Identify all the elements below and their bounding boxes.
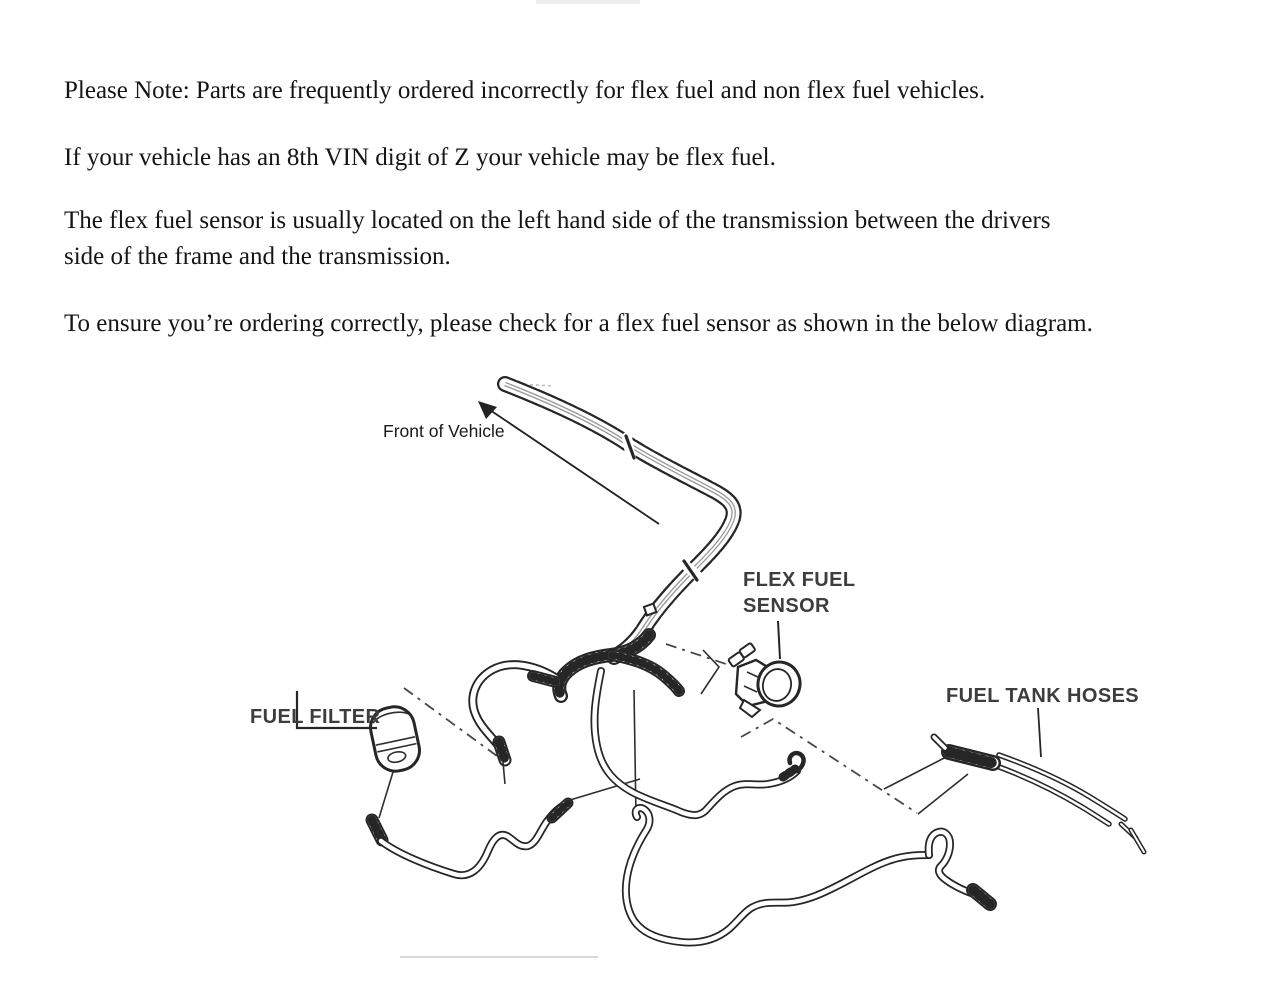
line-clip	[644, 604, 656, 616]
sensor-leader-line	[778, 621, 780, 659]
fuel-line-coupling-cluster	[559, 635, 679, 696]
notice-paragraph-3-line2: side of the frame and the transmission.	[64, 243, 451, 270]
notice-paragraph-4: To ensure you’re ordering correctly, please check for a flex fuel sensor as shown in the below diagram.	[64, 310, 1093, 337]
lower-left-hose	[381, 779, 640, 875]
filter-outlet-fitting	[372, 820, 382, 840]
fuel-filter-label: FUEL FILTER	[250, 706, 381, 728]
tank-hoses-leader-line	[1038, 708, 1041, 757]
flex-fuel-sensor-label-line1: FLEX FUEL	[743, 569, 856, 591]
bottom-loop-hose	[626, 808, 990, 942]
notice-paragraph-1: Please Note: Parts are frequently ordered incorrectly for flex fuel and non flex fuel vehicles.	[64, 77, 986, 104]
flex-fuel-sensor-label-line2: SENSOR	[743, 595, 830, 617]
main-fuel-line-bundle	[500, 383, 734, 657]
fuel-tank-hoses	[934, 737, 1144, 852]
arrowhead	[478, 401, 497, 419]
front-of-vehicle-label: Front of Vehicle	[383, 421, 505, 441]
fuel-tank-hoses-label: FUEL TANK HOSES	[946, 685, 1140, 707]
flex-fuel-sensor	[728, 643, 804, 717]
hose-end-fitting	[973, 890, 990, 904]
notice-paragraph-3-line1: The flex fuel sensor is usually located on the left hand side of the transmission between the drivers	[64, 207, 1051, 234]
notice-paragraph-2: If your vehicle has an 8th VIN digit of Z your vehicle may be flex fuel.	[64, 144, 776, 171]
left-curved-hose	[473, 665, 556, 784]
